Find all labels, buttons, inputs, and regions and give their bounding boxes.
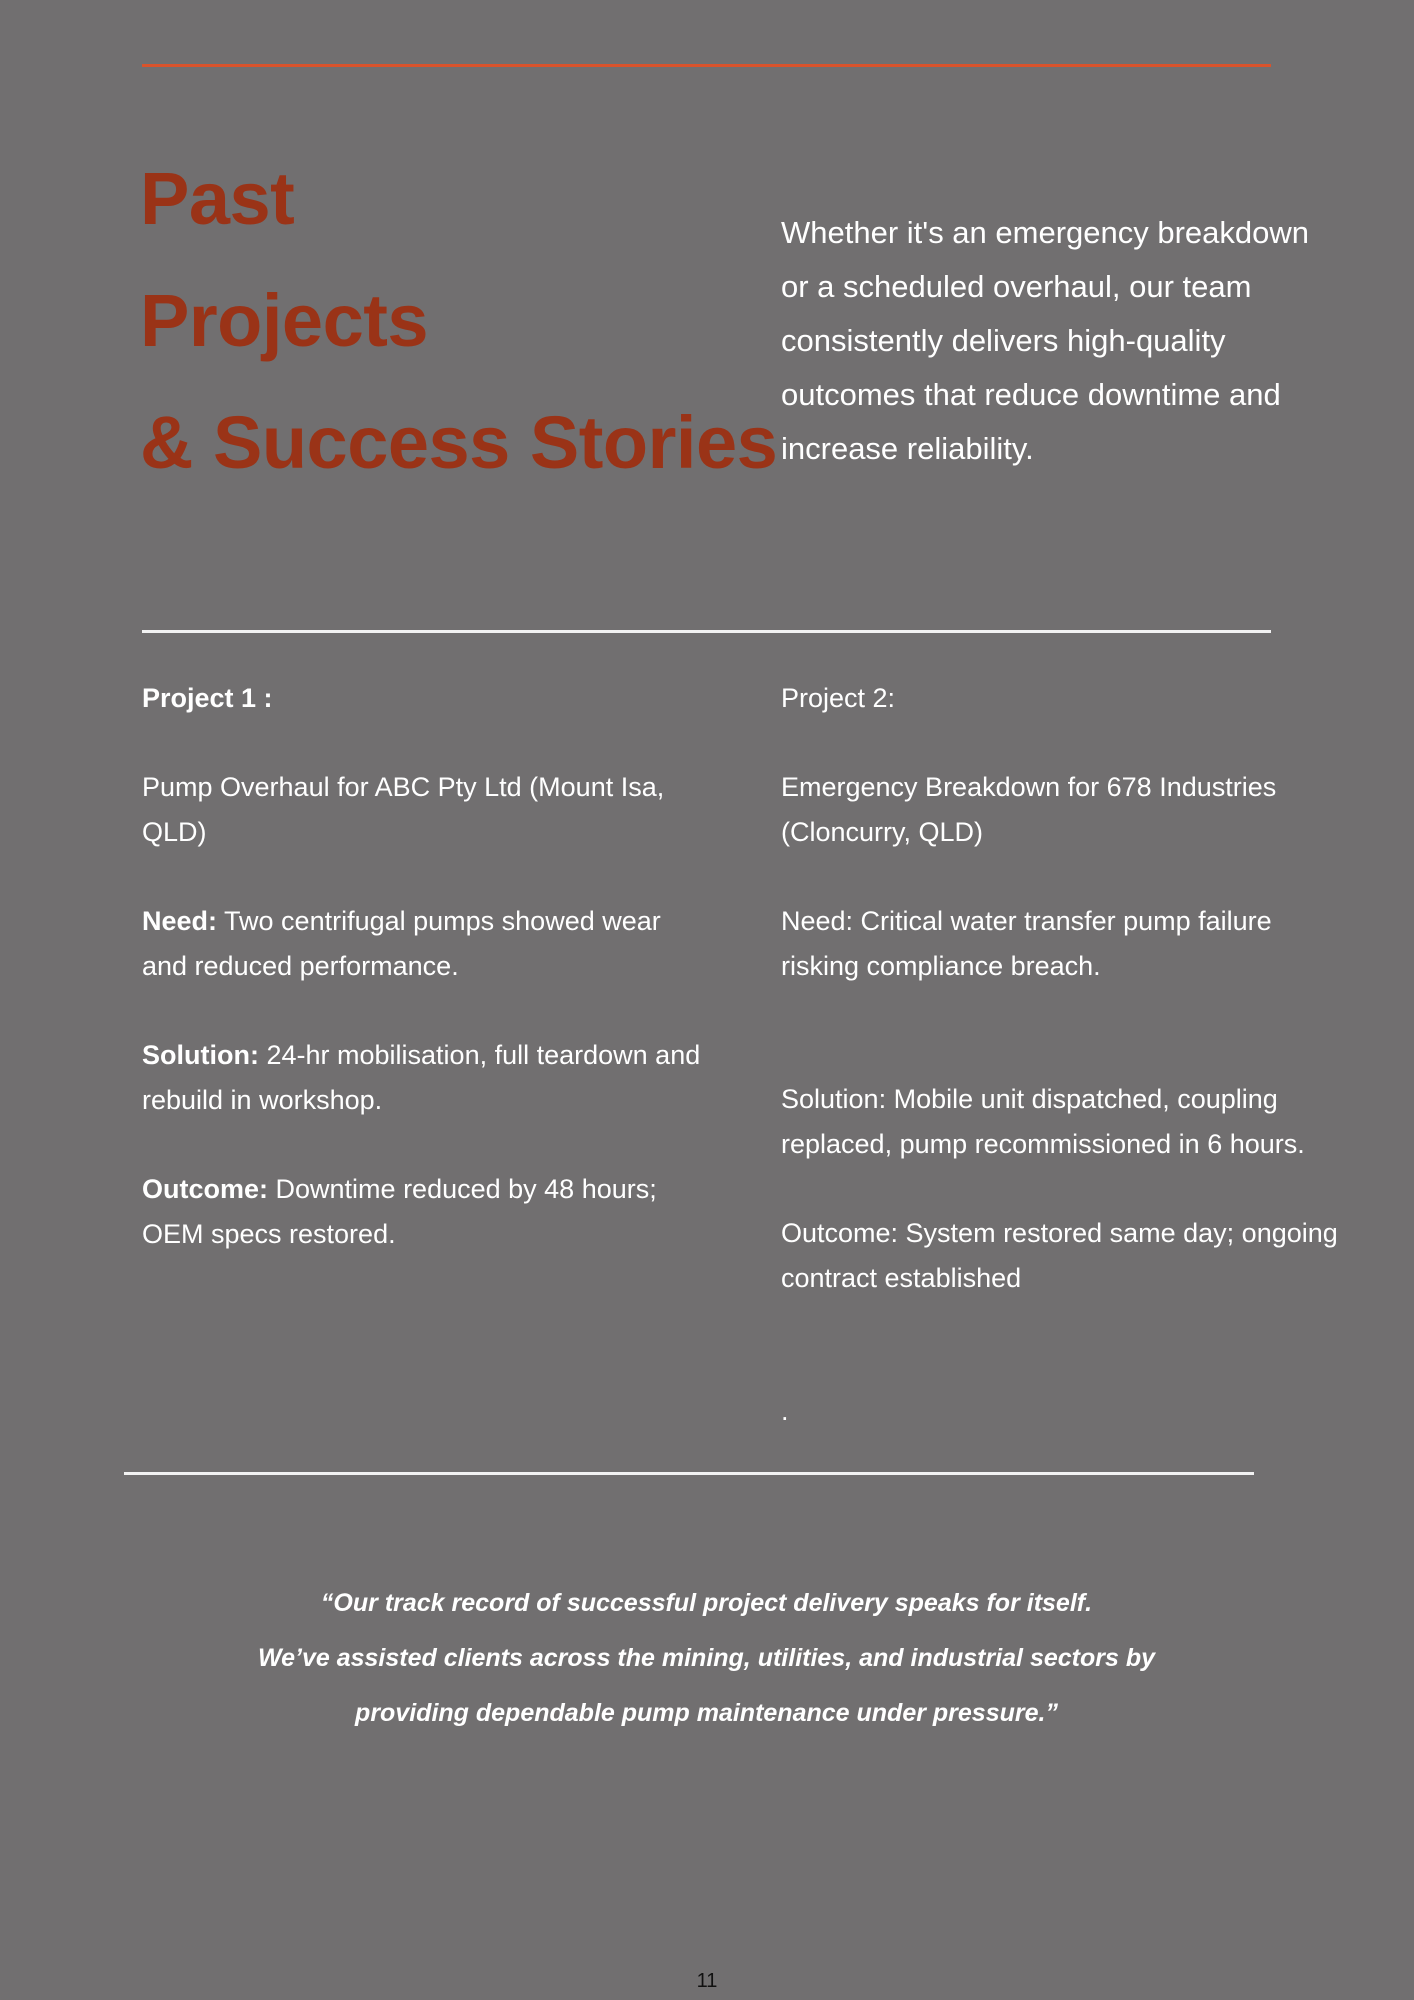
project-2-column <box>781 676 1341 1434</box>
title-line-2: Projects <box>140 279 429 362</box>
page-number: 11 <box>696 1970 718 1992</box>
project-2-solution: Solution: Mobile unit dispatched, coupling replaced, pump recommissioned in 6 hours. <box>781 1084 1305 1159</box>
title-line-1: Past <box>140 157 295 240</box>
bottom-divider <box>124 1472 1254 1475</box>
top-accent-divider <box>142 64 1271 67</box>
project-1-outcome <box>142 1167 702 1257</box>
project-2-subtitle: Emergency Breakdown for 678 Industries (Cloncurry, QLD) <box>781 772 1277 847</box>
project-2-outcome: Outcome: System restored same day; ongoing contract established <box>781 1218 1338 1293</box>
solution-label: Solution: <box>142 1040 259 1070</box>
outcome-text: Downtime reduced by 48 hours; OEM specs restored. <box>142 1174 657 1249</box>
solution-text: 24-hr mobilisation, full teardown and rebuild in workshop. <box>142 1040 701 1115</box>
need-label: Need: <box>142 906 218 936</box>
project-2-trailing-mark: . <box>781 1396 789 1426</box>
project-1-heading: Project 1 : <box>142 683 273 713</box>
project-1-column <box>142 676 702 1257</box>
outcome-label: Outcome: <box>142 1174 269 1204</box>
project-1-need <box>142 899 702 989</box>
title-line-3: & Success Stories <box>140 401 778 484</box>
project-1-solution <box>142 1033 702 1123</box>
need-text: Two centrifugal pumps showed wear and reduced performance. <box>142 906 661 981</box>
quote-line-2: We’ve assisted clients across the mining, utilities, and industrial sectors by <box>257 1644 1156 1672</box>
quote-line-3: providing dependable pump maintenance under pressure.” <box>355 1699 1058 1727</box>
section-divider <box>142 630 1271 633</box>
project-2-heading: Project 2: <box>781 683 896 713</box>
quote-line-1: “Our track record of successful project delivery speaks for itself. <box>320 1589 1093 1617</box>
project-1-subtitle: Pump Overhaul for ABC Pty Ltd (Mount Isa, QLD) <box>142 772 665 847</box>
intro-paragraph: Whether it's an emergency breakdown or a scheduled overhaul, our team consistently delivers high-quality outcomes that reduce downtime and increase reliability. <box>781 215 1310 466</box>
page-title <box>140 138 777 504</box>
project-2-need: Need: Critical water transfer pump failure risking compliance breach. <box>781 906 1272 981</box>
testimonial-quote <box>142 1576 1271 1741</box>
